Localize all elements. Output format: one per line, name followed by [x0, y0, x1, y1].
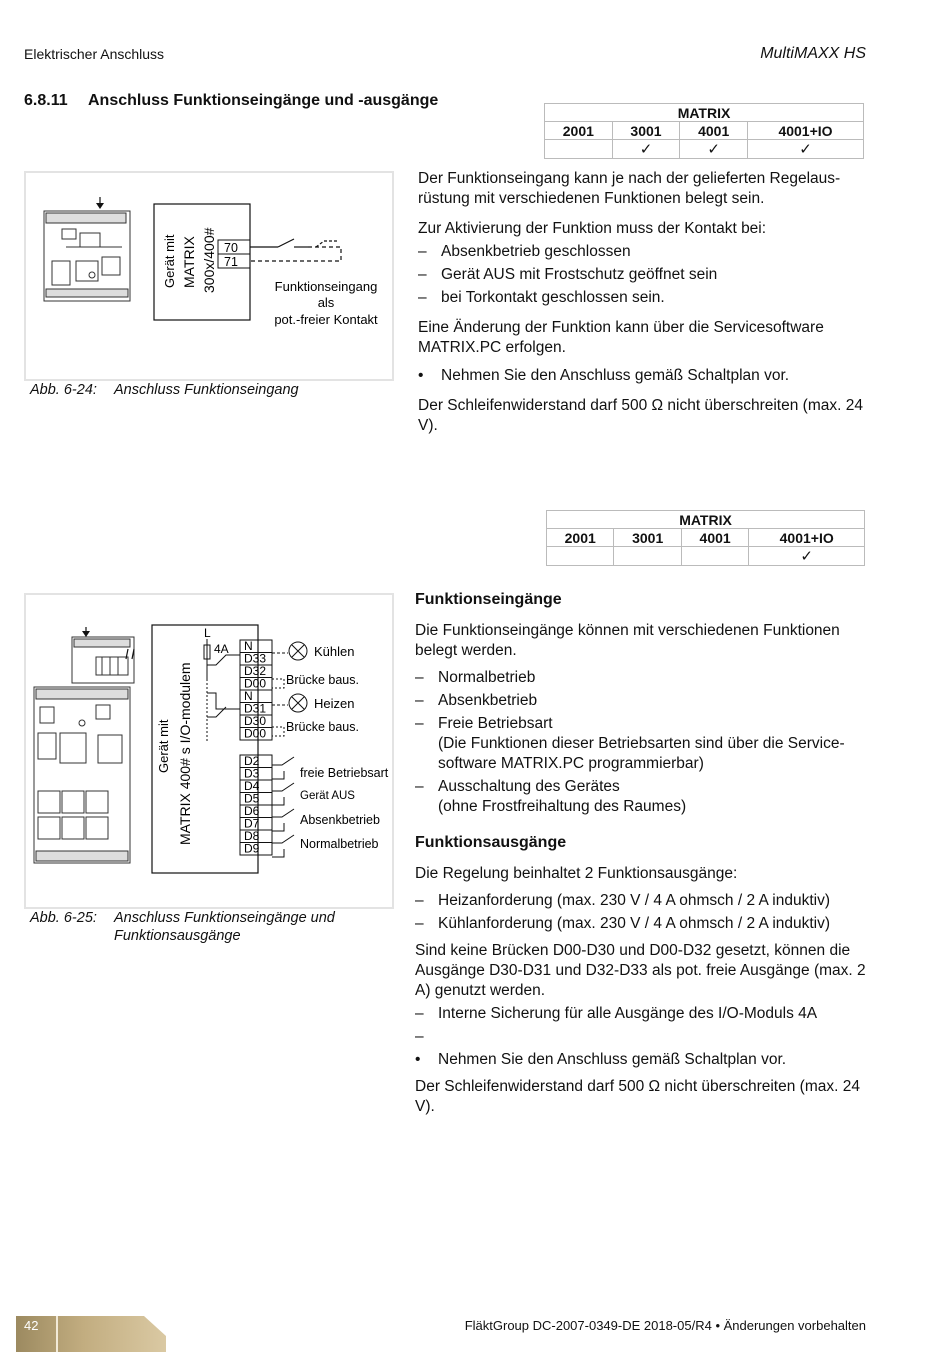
bullet-item: • Nehmen Sie den Anschluss gemäß Schaltplan vor. [415, 1051, 787, 1068]
terminal-label: D9 [244, 841, 260, 856]
label-free-mode: freie Betriebsart [300, 766, 389, 780]
list-item: – Kühlanforderung (max. 230 V / 4 A ohmsch / 2 A induktiv) [415, 915, 831, 932]
terminal-label: N [244, 639, 253, 653]
wiring-diagram-2 [26, 595, 392, 907]
controller-board-icon [34, 687, 130, 863]
list-item: – Gerät AUS mit Frostschutz geöffnet sein [418, 266, 718, 283]
terminal-label: D8 [244, 829, 260, 843]
list-item: – Absenkbetrieb geschlossen [418, 243, 631, 260]
label-normal: Normalbetrieb [300, 837, 379, 851]
list-item: – Interne Sicherung für alle Ausgänge des I/O-Moduls 4A [415, 1005, 818, 1022]
terminal-label: D6 [244, 804, 260, 818]
list-item-text: (Die Funktionen dieser Betriebsarten sind über die Service-software MATRIX.PC programmierbar) [438, 735, 845, 772]
list-item-text: Absenkbetrieb geschlossen [441, 243, 631, 260]
input-switches-icon [272, 757, 294, 857]
terminal-70: 70 [224, 241, 238, 255]
matrix-col: 4001+IO [748, 122, 864, 140]
figure-1-caption-text: Anschluss Funktionseingang [114, 382, 299, 398]
terminal-71: 71 [224, 255, 238, 269]
matrix-col: 2001 [545, 122, 613, 140]
header-section-name: Elektrischer Anschluss [24, 46, 165, 62]
matrix-col: 2001 [547, 529, 614, 547]
terminal-label: D31 [244, 701, 267, 716]
list-item-text: Interne Sicherung für alle Ausgänge des I/O-Moduls 4A [438, 1005, 818, 1022]
list-item: – Ausschaltung des Gerätes [415, 778, 620, 795]
terminal-label: D00 [244, 726, 267, 741]
figure-1-caption-label: Abb. 6-24: [30, 382, 97, 398]
paragraph: Zur Aktivierung der Funktion muss der Kontakt bei: [418, 220, 767, 237]
terminal-label: D3 [244, 766, 260, 781]
list-item-text: Gerät AUS mit Frostschutz geöffnet sein [441, 266, 718, 283]
list-item-text: bei Torkontakt geschlossen sein. [441, 289, 665, 306]
terminal-label: D32 [244, 664, 267, 678]
io-module-icon [72, 637, 134, 683]
footer-document-info: FläktGroup DC-2007-0349-DE 2018-05/R4 • Änderungen vorbehalten [464, 1318, 866, 1333]
cooling-lamp-icon [289, 642, 307, 660]
text-block-1 [418, 169, 868, 436]
label-bridge-1: Brücke baus. [286, 673, 359, 687]
matrix-col: 3001 [614, 529, 681, 547]
matrix-col: 4001 [681, 529, 748, 547]
label-cooling: Kühlen [314, 644, 355, 659]
list-item-text: Kühlanforderung (max. 230 V / 4 A ohmsch / 2 A induktiv) [438, 915, 831, 932]
figure-2-caption-text-1: Anschluss Funktionseingänge und [114, 910, 335, 926]
figure-2-caption-label: Abb. 6-25: [30, 910, 97, 926]
matrix-check [681, 547, 748, 566]
device-label-3: 300x/400# [201, 227, 217, 293]
matrix-check [545, 140, 613, 159]
figure-function-io [24, 593, 394, 909]
heading-function-inputs: Funktionseingänge [415, 591, 562, 608]
matrix-table-1 [544, 103, 864, 159]
wiring-diagram-1 [26, 173, 392, 379]
page-number: 42 [24, 1318, 39, 1333]
matrix-col: 3001 [612, 122, 680, 140]
paragraph: Eine Änderung der Funktion kann über die Servicesoftware MATRIX.PC erfolgen. [418, 319, 824, 356]
paragraph: Die Funktionseingänge können mit verschiedenen Funktionen belegt werden. [415, 622, 840, 659]
device-label-2: MATRIX [181, 236, 197, 288]
matrix-check: ✓ [748, 140, 864, 159]
paragraph: Sind keine Brücken D00-D30 und D00-D32 gesetzt, können die Ausgänge D30-D31 und D32-D33 als pot. freie Ausgänge (max. 2 A) genutzt werden. [415, 942, 866, 999]
function-input-note-1: Funktionseingang [274, 279, 378, 294]
label-device-off: Gerät AUS [300, 790, 355, 802]
paragraph: Der Funktionseingang kann je nach der gelieferten Regelaus-rüstung mit verschiedenen Funktionen belegt sein. [418, 170, 841, 207]
figure-function-input [24, 171, 394, 381]
device-label-1: Gerät mit [156, 719, 171, 773]
terminal-label: N [244, 689, 253, 703]
heading-function-outputs: Funktionsausgänge [415, 834, 567, 851]
matrix-col: 4001+IO [749, 529, 865, 547]
matrix-check [614, 547, 681, 566]
bullet-text: Nehmen Sie den Anschluss gemäß Schaltplan vor. [438, 1051, 787, 1068]
list-item: – Normalbetrieb [415, 669, 536, 686]
matrix-col: 4001 [680, 122, 748, 140]
phase-label: L [204, 626, 211, 640]
label-bridge-2: Brücke baus. [286, 720, 359, 734]
terminal-label: D00 [244, 676, 267, 691]
fuse-icon [204, 639, 210, 743]
terminal-label: D2 [244, 754, 260, 768]
list-item-text: Heizanforderung (max. 230 V / 4 A ohmsch / 2 A induktiv) [438, 892, 831, 909]
list-item-text: Absenkbetrieb [438, 692, 538, 709]
text-block-2 [415, 590, 870, 1117]
function-input-note-2: als [317, 295, 335, 310]
footer-accent-bar [16, 1316, 166, 1352]
paragraph: Der Schleifenwiderstand darf 500 Ω nicht überschreiten (max. 24 V). [415, 1078, 860, 1115]
matrix-table-title: MATRIX [545, 104, 864, 122]
matrix-table-2 [546, 510, 865, 566]
list-item-text: Normalbetrieb [438, 669, 536, 686]
paragraph: Die Regelung beinhaltet 2 Funktionsausgänge: [415, 865, 738, 882]
matrix-check: ✓ [680, 140, 748, 159]
matrix-check: ✓ [749, 547, 865, 566]
header-product-name: MultiMAXX HS [760, 45, 866, 62]
controller-board-icon [44, 211, 130, 301]
heating-lamp-icon [289, 694, 307, 712]
paragraph: Der Schleifenwiderstand darf 500 Ω nicht überschreiten (max. 24 V). [418, 397, 863, 434]
terminal-label: D5 [244, 791, 260, 806]
terminal-label: D7 [244, 816, 260, 831]
section-heading [24, 92, 438, 110]
list-item: – Absenkbetrieb [415, 692, 538, 709]
terminal-label: D33 [244, 651, 267, 666]
terminal-strip-outputs [240, 639, 272, 741]
list-item: – [415, 1028, 424, 1045]
terminal-label: D4 [244, 779, 260, 793]
list-item-continuation [415, 797, 870, 817]
section-title: Anschluss Funktionseingänge und -ausgänge [88, 92, 439, 109]
function-input-note-3: pot.-freier Kontakt [274, 312, 378, 327]
list-item-continuation [415, 734, 870, 774]
figure-1-caption [30, 382, 299, 398]
section-number: 6.8.11 [24, 92, 68, 109]
list-item-text: (ohne Frostfreihaltung des Raumes) [438, 798, 687, 815]
terminal-strip-inputs [240, 754, 272, 856]
matrix-check: ✓ [612, 140, 680, 159]
list-item-text: Freie Betriebsart [438, 715, 553, 732]
list-item: – bei Torkontakt geschlossen sein. [418, 289, 665, 306]
list-item: – Freie Betriebsart [415, 715, 553, 732]
matrix-check [547, 547, 614, 566]
device-label-2: MATRIX 400# s I/O-modulem [177, 662, 193, 845]
fuse-label: 4A [214, 642, 229, 656]
label-setback: Absenkbetrieb [300, 813, 380, 827]
bullet-item: • Nehmen Sie den Anschluss gemäß Schaltplan vor. [418, 367, 790, 384]
figure-2-caption [30, 909, 335, 945]
label-heating: Heizen [314, 696, 355, 711]
device-label-1: Gerät mit [162, 234, 177, 288]
switch-icon [250, 239, 341, 261]
terminal-label: D30 [244, 714, 267, 728]
bullet-text: Nehmen Sie den Anschluss gemäß Schaltplan vor. [441, 367, 790, 384]
figure-2-caption-text-2: Funktionsausgänge [114, 928, 241, 944]
list-item: – Heizanforderung (max. 230 V / 4 A ohmsch / 2 A induktiv) [415, 892, 831, 909]
list-item-text: Ausschaltung des Gerätes [438, 778, 620, 795]
matrix-table-title: MATRIX [547, 511, 865, 529]
